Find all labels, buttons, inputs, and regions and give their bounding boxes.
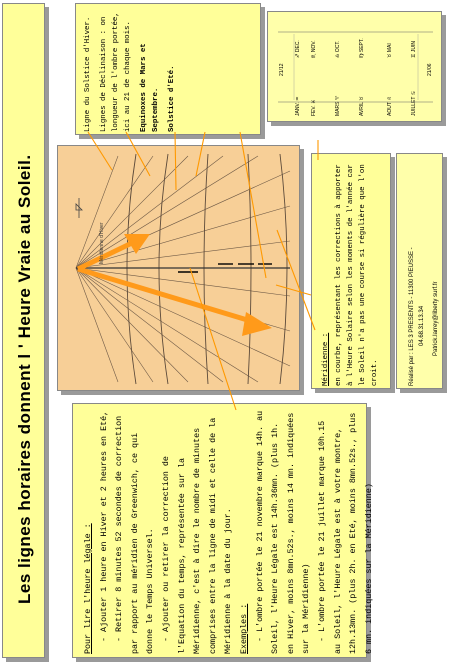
calendar-right: ♉ MAI — [387, 43, 393, 58]
instructions-p2: - Retirer 8 minutes 52 secondes de correction par rapport au méridien de Greenwich, ce qui donne le Temps Universel. — [114, 415, 156, 654]
calendar-left: FEV. ♓ — [311, 99, 317, 116]
credits-line2: 04.68.31.13.34 — [419, 305, 425, 346]
credits-line3: Patrick.Iarrey@liberty surf.fr — [433, 281, 439, 356]
calendar-left: AVRIL ♉ — [359, 96, 365, 116]
page-title: Les lignes horaires donnent l ' Heure Vraie au Soleil. — [15, 154, 34, 604]
legend-content — [82, 8, 258, 132]
instructions-p3: - Ajouter ou retirer la correction de l'Equation du temps, représentée sur la Méridienne, c'est à dire le nombre de minutes comprises entre la ligne de midi et celle de la Méridienne à la date du jour. — [160, 417, 234, 654]
example-1: - L'ombre portée le 21 novembre marque 14h. au Soleil, l'Heure Légale est 14h.36mn. (plus 1h. en Hiver, moins 8mn.52s., moins 14 mn. indiquées sur la Méridienne) — [254, 410, 312, 654]
sundial-drawing — [58, 146, 299, 390]
credits-line1: Réalisé par : LES 3 PRESENTS - 11300 PIEUSSE - — [409, 247, 415, 386]
legend-equinoxes: Equinoxes de Mars et Septembre. — [140, 43, 160, 132]
calendar-left: AOUT ♌ — [387, 96, 393, 116]
sundial-frame — [57, 145, 300, 391]
calendar-left: JUILLET ♋ — [411, 90, 417, 116]
legend-solstice-summer: Solstice d'Eté. — [168, 65, 176, 132]
credits-box — [396, 153, 443, 389]
title-box — [2, 3, 45, 658]
meridienne-box — [311, 153, 391, 389]
calendar-right: ♍ SEPT. — [359, 38, 365, 58]
calendar-right: ♎ OCT. — [335, 40, 341, 58]
instructions-heading: Pour lire l'heure légale : — [83, 523, 93, 654]
instructions-content — [81, 410, 374, 654]
calendar-left: MARS ♈ — [335, 95, 341, 116]
meridienne-text: en courbe, représentant les corrections à apporter à l'Heure Solaire selon les moments de l'année car le Soleil n'a pas une course si régulière que l'on croit. — [335, 164, 379, 386]
calendar-right: ♐ DEC. — [295, 40, 301, 58]
example-2: - L'ombre portée le 21 juillet marque 10h.15 au Soleil, l'Heure Légale est à votre montre, 12h.13mn. (plus 2h. en Eté, moins 8mn.52s., plus 6 mn. indiquées sur la Méridienne) — [316, 412, 374, 654]
calendar-dividers — [268, 12, 443, 123]
meridienne-heading: Méridienne : — [322, 332, 330, 386]
credits-content — [407, 160, 441, 386]
calendar-right: ♊ JUIN — [411, 41, 417, 58]
legend-declination: Lignes de Déclinaison : on longueur de l'ombre portée, ici au 21 de chaque mois. — [100, 12, 132, 132]
calendar-left: JANV. ♒ — [295, 96, 301, 116]
instructions-p1: - Ajouter 1 heure en Hiver et 2 heures en Eté, — [98, 410, 109, 642]
meridienne-content — [320, 158, 386, 386]
legend-solstice-winter: Ligne du Solstice d'Hiver. — [84, 16, 92, 132]
calendar-right: ♏ NOV. — [311, 40, 317, 58]
examples-heading: Exemples : — [238, 603, 249, 654]
calendar-label-b: 21/06 — [427, 63, 433, 76]
legend-box — [75, 3, 261, 135]
sundial-small-label: Méridienne d'Hiver — [99, 222, 105, 264]
calendar-box — [267, 11, 442, 122]
calendar-label-a: 21/12 — [279, 63, 285, 76]
instructions-box — [72, 403, 374, 658]
